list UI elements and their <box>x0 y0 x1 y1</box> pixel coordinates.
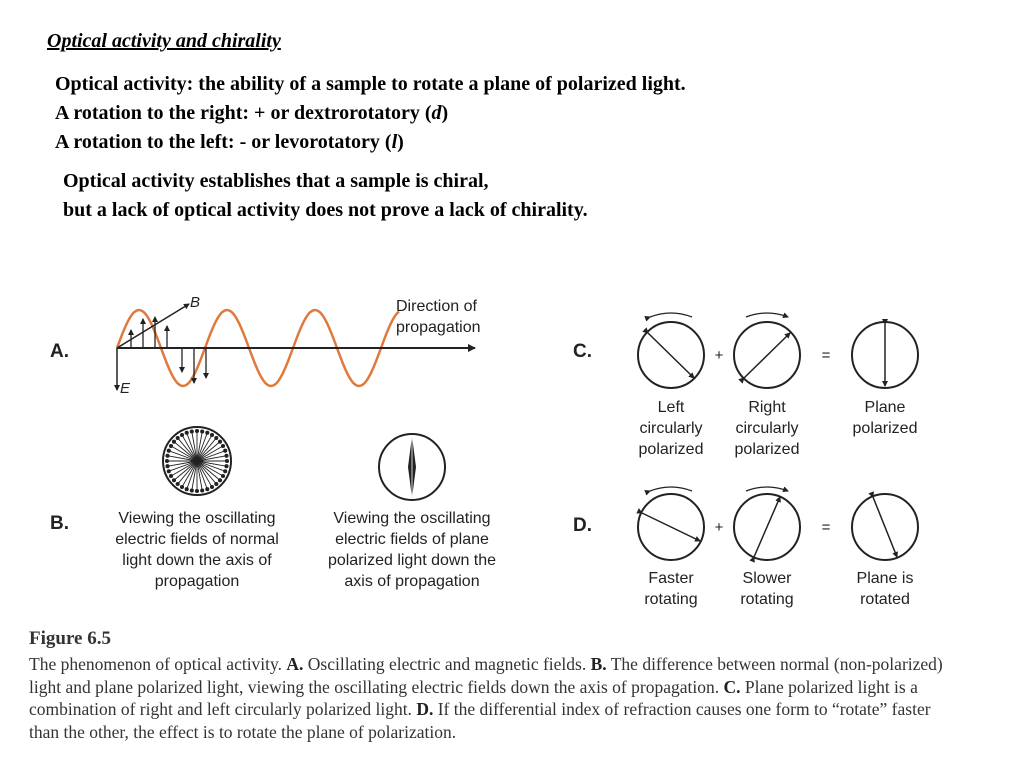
slower-rotating-circle <box>734 487 800 560</box>
panel-b-label: B. <box>50 513 69 534</box>
dextro-text: A rotation to the right: + or dextrorotatory ( <box>55 102 432 124</box>
ray-tip <box>169 474 172 477</box>
direction-label-2: propagation <box>396 319 481 336</box>
ray-tip <box>218 440 221 443</box>
normal-light-circle <box>163 427 231 495</box>
left-circular-circle <box>638 313 704 388</box>
ray-tip <box>167 449 170 452</box>
equals-sign-c: = <box>821 347 831 364</box>
ray-tip <box>224 449 227 452</box>
plane-light-caption: Viewing the oscillating electric fields of plane polarized light down the axis of propagation <box>327 510 497 590</box>
ray-tip <box>225 454 228 457</box>
panel-a-label: A. <box>50 341 69 362</box>
ray-tip <box>169 444 172 447</box>
ray-tip <box>166 454 169 457</box>
ray-tip <box>172 479 175 482</box>
ray-tip <box>195 489 198 492</box>
ray-tip <box>190 489 193 492</box>
ray-tip <box>206 431 209 434</box>
panel-c-label: C. <box>573 341 592 362</box>
magnetic-label: B <box>190 294 201 311</box>
ray-tip <box>224 470 227 473</box>
ray-tip <box>180 433 183 436</box>
faster-rotating-circle <box>638 487 704 560</box>
plane-polarized-result-circle <box>852 322 918 388</box>
ray-tip <box>215 482 218 485</box>
left-circular-caption: Left circularly polarized <box>638 399 704 458</box>
ray-tip <box>206 488 209 491</box>
ray-tip <box>185 431 188 434</box>
dextro-close: ) <box>441 102 449 124</box>
normal-light-caption: Viewing the oscillating electric fields of normal light down the axis of propagation <box>115 510 279 590</box>
electric-label: E <box>120 380 131 397</box>
plane-rotated-caption: Plane is rotated <box>856 570 914 608</box>
right-circular-circle <box>734 313 800 388</box>
ray-tip <box>218 479 221 482</box>
ray-tip <box>195 429 198 432</box>
figure-title: Figure 6.5 <box>29 628 111 649</box>
plus-sign-d: + <box>714 519 724 536</box>
ray-tip <box>185 488 188 491</box>
ray-tip <box>172 440 175 443</box>
chirality-line-1: Optical activity establishes that a sample is chiral, <box>63 170 489 192</box>
definition-line: Optical activity: the ability of a sample to rotate a plane of polarized light. <box>55 73 686 95</box>
right-circular-caption: Right circularly polarized <box>734 399 800 458</box>
ray-tip <box>176 436 179 439</box>
ray-tip <box>210 433 213 436</box>
plus-sign-c: + <box>714 347 724 364</box>
ray-tip <box>180 485 183 488</box>
magnetic-field-axis <box>117 304 189 348</box>
ray-tip <box>225 459 228 462</box>
faster-rotating-caption: Faster rotating <box>644 570 698 608</box>
direction-label-1: Direction of <box>396 298 477 315</box>
slower-rotating-caption: Slower rotating <box>740 570 794 608</box>
slide-title: Optical activity and chirality <box>47 30 281 52</box>
equals-sign-d: = <box>821 519 831 536</box>
panel-d-label: D. <box>573 515 592 536</box>
ray-tip <box>215 436 218 439</box>
ray-tip <box>165 459 168 462</box>
ray-tip <box>221 474 224 477</box>
ray-tip <box>201 489 204 492</box>
plane-polarized-caption: Plane polarized <box>852 399 918 437</box>
dextro-symbol: d <box>431 102 442 124</box>
levo-symbol: l <box>391 131 398 153</box>
ray-tip <box>176 482 179 485</box>
wave-panel <box>117 294 481 397</box>
figure-caption: The phenomenon of optical activity. A. Oscillating electric and magnetic fields. B. The difference between normal (non-polarized) light and plane polarized light, viewing the oscillating electric fields down the axis of propagation. C. Plane polarized light is a combination of right and left circularly polarized light. D. If the differential index of refraction causes one form to “rotate” faster than the other, the effect is to rotate the plane of polarization. <box>29 654 943 742</box>
levo-text: A rotation to the left: - or levorotatory ( <box>55 131 392 153</box>
plane-polarized-circle <box>379 434 445 500</box>
ray-tip <box>225 465 228 468</box>
ray-tip <box>167 470 170 473</box>
ray-tip <box>166 465 169 468</box>
ray-tip <box>201 430 204 433</box>
ray-tip <box>210 485 213 488</box>
levo-close: ) <box>397 131 404 153</box>
ray-tip <box>221 444 224 447</box>
ray-tip <box>190 430 193 433</box>
chirality-line-2: but a lack of optical activity does not prove a lack of chirality. <box>63 199 588 221</box>
rotated-plane-circle <box>852 494 918 560</box>
